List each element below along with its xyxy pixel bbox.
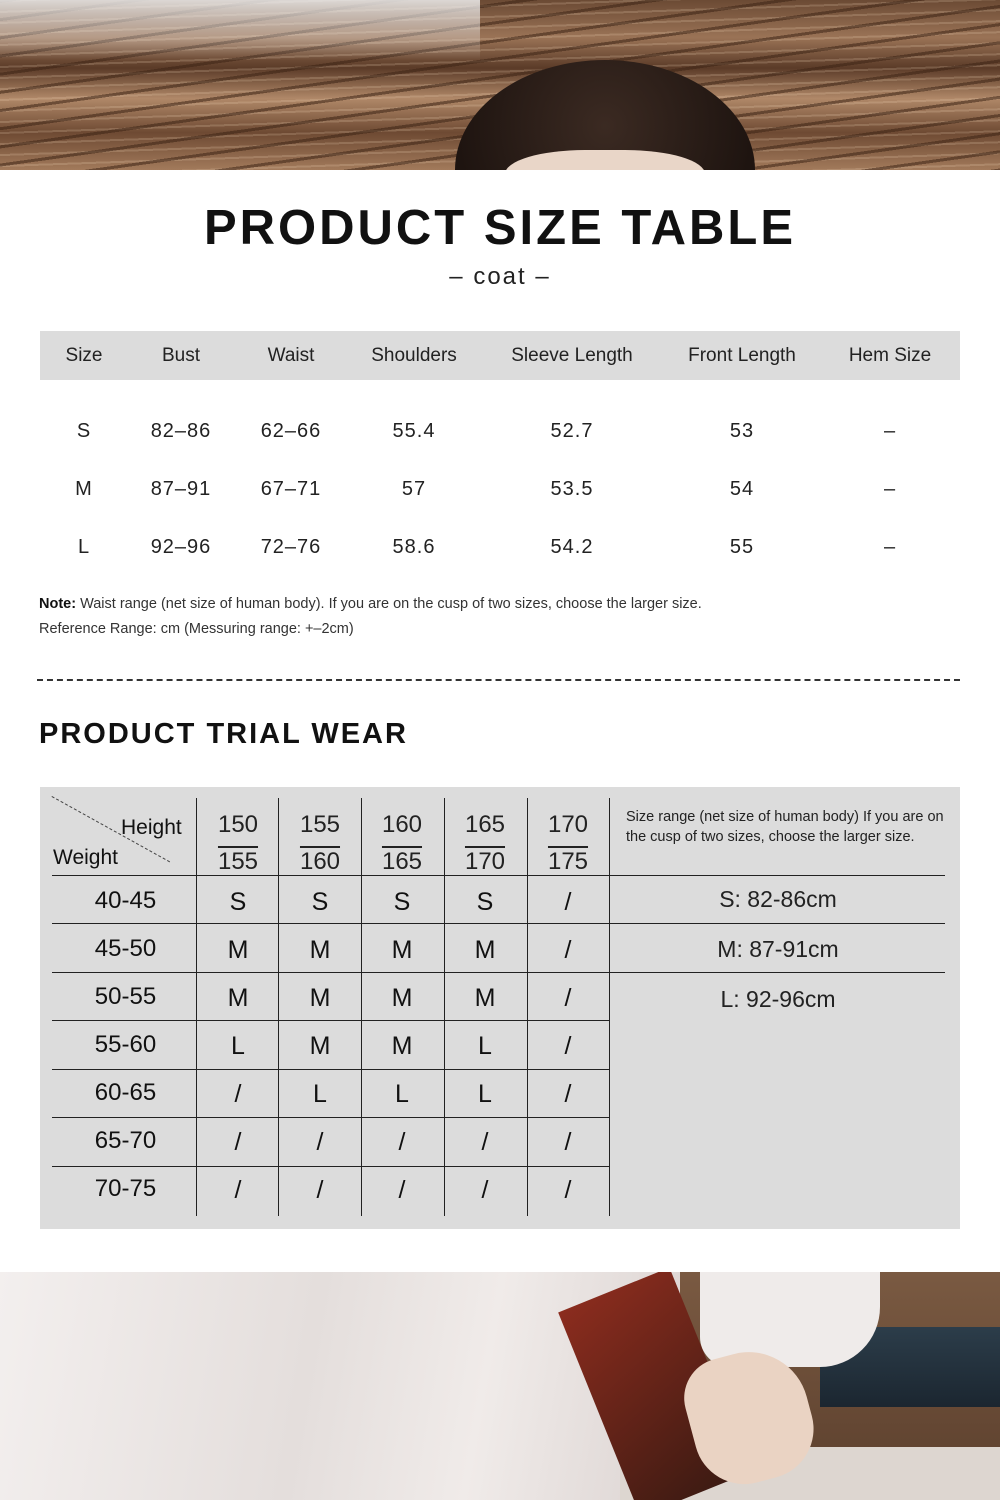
column-header: Shoulders <box>371 345 457 366</box>
size-cell: S <box>476 888 494 916</box>
page-subtitle: – coat – <box>449 263 551 290</box>
table-row <box>40 420 960 450</box>
height-axis-label: Height <box>121 816 182 839</box>
column-header: Sleeve Length <box>511 345 633 366</box>
table-cell: 87–91 <box>150 478 212 500</box>
snow-on-logs <box>0 0 480 60</box>
column-header: Front Length <box>688 345 796 366</box>
size-cell: / <box>564 1176 572 1204</box>
size-cell: L <box>231 1032 245 1060</box>
column-header: Size <box>65 345 103 366</box>
weight-label: 45-50 <box>94 935 157 962</box>
grid-line <box>52 923 945 924</box>
size-cell: M <box>227 984 249 1012</box>
size-cell: / <box>234 1128 242 1156</box>
trial-section-title: PRODUCT TRIAL WEAR <box>39 718 408 750</box>
table-cell: 55 <box>729 536 755 558</box>
table-cell: 92–96 <box>150 536 212 558</box>
table-cell: 82–86 <box>150 420 212 442</box>
table-cell: 57 <box>401 478 427 500</box>
height-from: 170 <box>547 811 589 838</box>
dashed-divider <box>37 679 960 681</box>
size-cell: L <box>313 1080 327 1108</box>
size-cell: / <box>564 936 572 964</box>
weight-label: 60-65 <box>94 1079 157 1106</box>
weight-label: 55-60 <box>94 1031 157 1058</box>
table-cell: 67–71 <box>260 478 322 500</box>
note-text: Waist range (net size of human body). If you are on the cusp of two sizes, choose the larger size. <box>76 596 702 612</box>
grid-line <box>52 1069 610 1070</box>
size-cell: / <box>564 984 572 1012</box>
note-label: Note: <box>39 596 77 612</box>
weight-label: 65-70 <box>94 1127 157 1154</box>
size-range-m: M: 87-91cm <box>717 936 839 962</box>
size-cell: S <box>229 888 247 916</box>
size-cell: / <box>481 1176 489 1204</box>
column-header: Waist <box>267 345 315 366</box>
size-cell: M <box>309 984 331 1012</box>
height-from: 150 <box>217 811 259 838</box>
size-cell: / <box>398 1128 406 1156</box>
size-cell: M <box>309 936 331 964</box>
table-cell: 72–76 <box>260 536 322 558</box>
size-range-l: L: 92-96cm <box>720 986 836 1012</box>
size-cell: / <box>564 1032 572 1060</box>
table-cell: L <box>77 536 91 558</box>
sleeve <box>700 1272 880 1367</box>
height-to: 160 <box>299 848 341 875</box>
height-from: 165 <box>464 811 506 838</box>
table-row <box>40 536 960 566</box>
table-cell: – <box>883 536 897 558</box>
top-photo <box>0 0 1000 170</box>
size-range-s: S: 82-86cm <box>719 886 837 912</box>
column-header: Bust <box>161 345 201 366</box>
grid-line <box>52 972 945 973</box>
size-cell: M <box>474 984 496 1012</box>
table-cell: 62–66 <box>260 420 322 442</box>
size-cell: S <box>311 888 329 916</box>
size-cell: / <box>316 1176 324 1204</box>
size-cell: S <box>393 888 411 916</box>
weight-label: 50-55 <box>94 983 157 1010</box>
table-cell: 53.5 <box>550 478 594 500</box>
weight-axis-label: Weight <box>53 846 118 869</box>
size-table-header <box>40 331 960 380</box>
height-to: 155 <box>217 848 259 875</box>
table-row <box>40 478 960 508</box>
size-cell: M <box>391 984 413 1012</box>
size-cell: M <box>227 936 249 964</box>
size-cell: / <box>316 1128 324 1156</box>
table-cell: 54 <box>729 478 755 500</box>
size-cell: / <box>481 1128 489 1156</box>
bottom-photo <box>0 1272 1000 1500</box>
reference-range: Reference Range: cm (Messuring range: +–2cm) <box>39 621 354 637</box>
table-cell: M <box>75 478 93 500</box>
size-cell: M <box>474 936 496 964</box>
page-title: PRODUCT SIZE TABLE <box>203 201 797 255</box>
table-cell: S <box>76 420 92 442</box>
size-cell: M <box>391 936 413 964</box>
weight-label: 70-75 <box>94 1175 157 1202</box>
table-cell: – <box>883 478 897 500</box>
size-cell: / <box>234 1176 242 1204</box>
size-range-note: Size range (net size of human body) If you are on the cusp of two sizes, choose the larger size. <box>626 809 944 845</box>
table-cell: 53 <box>729 420 755 442</box>
table-cell: 52.7 <box>550 420 594 442</box>
size-cell: L <box>478 1080 492 1108</box>
size-cell: L <box>478 1032 492 1060</box>
size-cell: L <box>395 1080 409 1108</box>
grid-line <box>609 798 610 1216</box>
size-cell: M <box>391 1032 413 1060</box>
height-to: 165 <box>381 848 423 875</box>
column-header: Hem Size <box>848 345 932 366</box>
grid-line <box>52 1020 610 1021</box>
table-cell: 55.4 <box>392 420 436 442</box>
height-from: 155 <box>299 811 341 838</box>
size-cell: / <box>564 888 572 916</box>
size-cell: / <box>398 1176 406 1204</box>
height-to: 175 <box>547 848 589 875</box>
table-cell: 58.6 <box>392 536 436 558</box>
note-line <box>39 596 702 612</box>
height-from: 160 <box>381 811 423 838</box>
weight-label: 40-45 <box>94 887 157 914</box>
height-header <box>361 806 443 880</box>
height-header <box>279 806 361 880</box>
height-header <box>197 806 279 880</box>
grid-line <box>52 1166 610 1167</box>
size-cell: / <box>564 1128 572 1156</box>
height-header <box>527 806 609 880</box>
height-header <box>444 806 526 880</box>
size-cell: M <box>309 1032 331 1060</box>
table-cell: 54.2 <box>550 536 594 558</box>
size-cell: / <box>564 1080 572 1108</box>
size-cell: / <box>234 1080 242 1108</box>
height-to: 170 <box>464 848 506 875</box>
grid-line <box>52 1117 610 1118</box>
table-cell: – <box>883 420 897 442</box>
